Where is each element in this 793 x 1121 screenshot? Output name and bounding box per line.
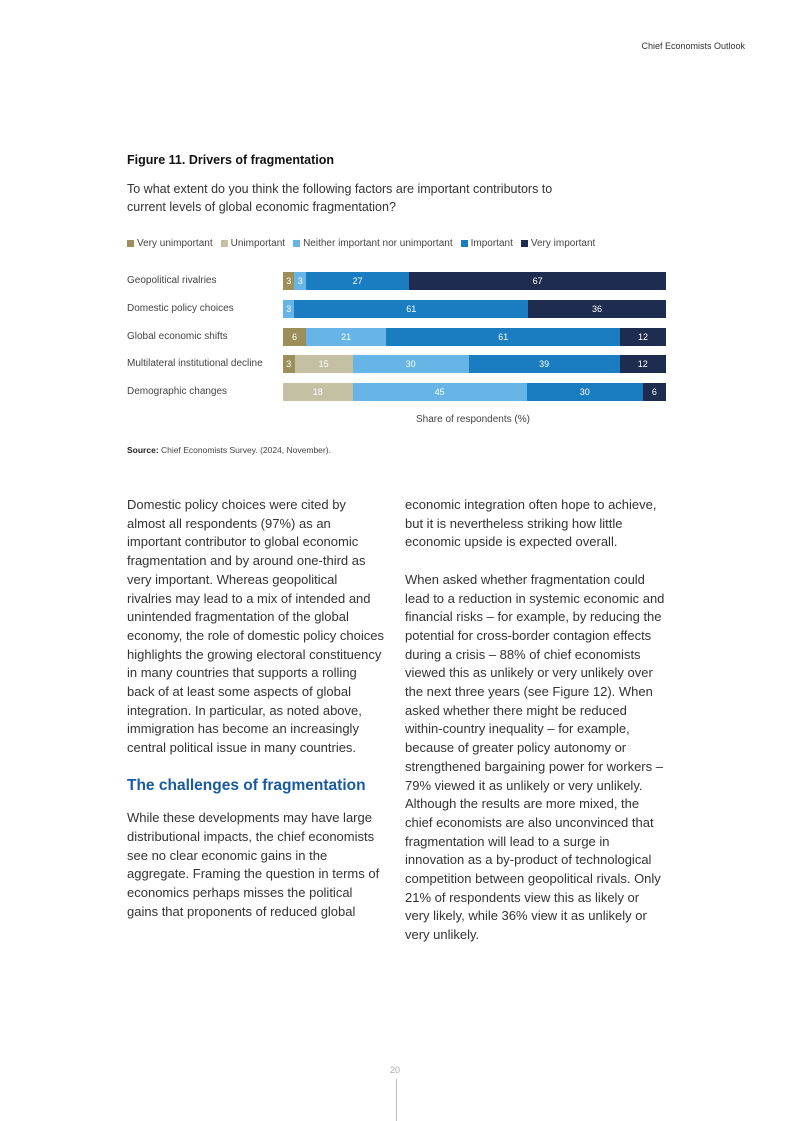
paragraph: When asked whether fragmentation could lead to a reduction in systemic economic and financial risks – for example, by reducing the potential for cross-border contagion effects during a crisis – 88% of chief economists viewed this as unlikely or very unlikely over the next three years (see Figure 12). When asked whether there might be reduced within-country inequality – for example, because of greater policy autonomy or strengthened bargaining power for workers – 79% viewed it as unlikely or very unlikely. Although the results are more mixed, the chief economists are also unconvinced that fragmentation will lead to a surge in innovation as a by-product of technological competition between geopolitical rivals. Only 21% of respondents view this as likely or very likely, while 36% view it as unlikely or very unlikely. [405,571,665,943]
legend-item [521,238,595,249]
legend-label: Important [470,238,513,249]
legend-item [127,238,213,249]
bar-segment: 6 [643,383,666,401]
chart-row [127,355,667,373]
bar-segment: 3 [283,355,295,373]
chart-legend [127,238,595,249]
stacked-bar [283,328,666,346]
chart-row [127,300,667,318]
legend-item [221,238,285,249]
chart-row [127,383,667,401]
legend-swatch [461,240,468,247]
legend-swatch [521,240,528,247]
legend-label: Neither important nor unimportant [303,238,453,249]
bar-segment: 3 [283,300,294,318]
bar-segment: 30 [527,383,643,401]
legend-item [293,238,453,249]
source-text: Chief Economists Survey. (2024, November). [158,445,331,455]
category-label: Demographic changes [127,386,228,397]
figure-title: Figure 11. Drivers of fragmentation [127,153,334,167]
legend-label: Very important [530,238,596,249]
running-header: Chief Economists Outlook [641,41,745,51]
source-label: Source: [127,445,159,455]
bar-segment: 61 [294,300,528,318]
bar-segment: 30 [353,355,469,373]
bar-segment: 27 [306,272,409,290]
bar-segment: 12 [620,355,666,373]
bar-segment: 18 [283,383,353,401]
page-number: 20 [390,1065,401,1075]
body-column-left [127,496,385,940]
bar-segment: 36 [528,300,666,318]
bar-segment: 15 [295,355,353,373]
stacked-bar [283,300,666,318]
body-column-right [405,496,667,964]
stacked-bar [283,355,666,373]
bar-segment: 45 [353,383,527,401]
category-label: Global economic shifts [127,331,228,342]
paragraph: While these developments may have large distributional impacts, the chief economists see no clear economic gains in the aggregate. Framing the question in terms of economics perhaps misses the political gains that proponents of reduced global [127,810,380,919]
footer-divider [396,1079,397,1121]
legend-swatch [293,240,300,247]
bar-segment: 12 [620,328,666,346]
bar-segment: 61 [386,328,620,346]
legend-item [461,238,513,249]
figure-source [127,445,331,455]
figure-question: To what extent do you think the following factors are important contributors to current levels of global economic fragmentation? [127,182,553,214]
bar-segment: 21 [306,328,386,346]
bar-segment: 39 [469,355,620,373]
x-axis-label: Share of respondents (%) [416,414,530,425]
bar-segment: 3 [283,272,294,290]
category-label: Multilateral institutional decline [127,358,263,369]
category-label: Domestic policy choices [127,303,234,314]
stacked-bar [283,383,666,401]
chart-row [127,272,667,290]
section-heading: The challenges of fragmentation [127,776,366,794]
category-label: Geopolitical rivalries [127,275,217,286]
chart-row [127,328,667,346]
paragraph: economic integration often hope to achieve, but it is nevertheless striking how little economic upside is expected overall. [405,497,657,550]
bar-segment: 6 [283,328,306,346]
legend-label: Unimportant [230,238,286,249]
legend-swatch [221,240,228,247]
stacked-bar [283,272,666,290]
bar-segment: 3 [294,272,305,290]
bar-segment: 67 [409,272,666,290]
legend-swatch [127,240,134,247]
legend-label: Very unimportant [137,238,213,249]
paragraph: Domestic policy choices were cited by almost all respondents (97%) as an important contributor to global economic fragmentation and by around one-third as very important. Whereas geopolitical rivalries may lead to a mix of intended and unintended fragmentation of the global economy, the role of domestic policy choices highlights the growing electoral constituency in many countries that supports a rolling back of at least some aspects of global integration. In particular, as noted above, immigration has become an increasingly central political issue in many countries. [127,497,384,756]
